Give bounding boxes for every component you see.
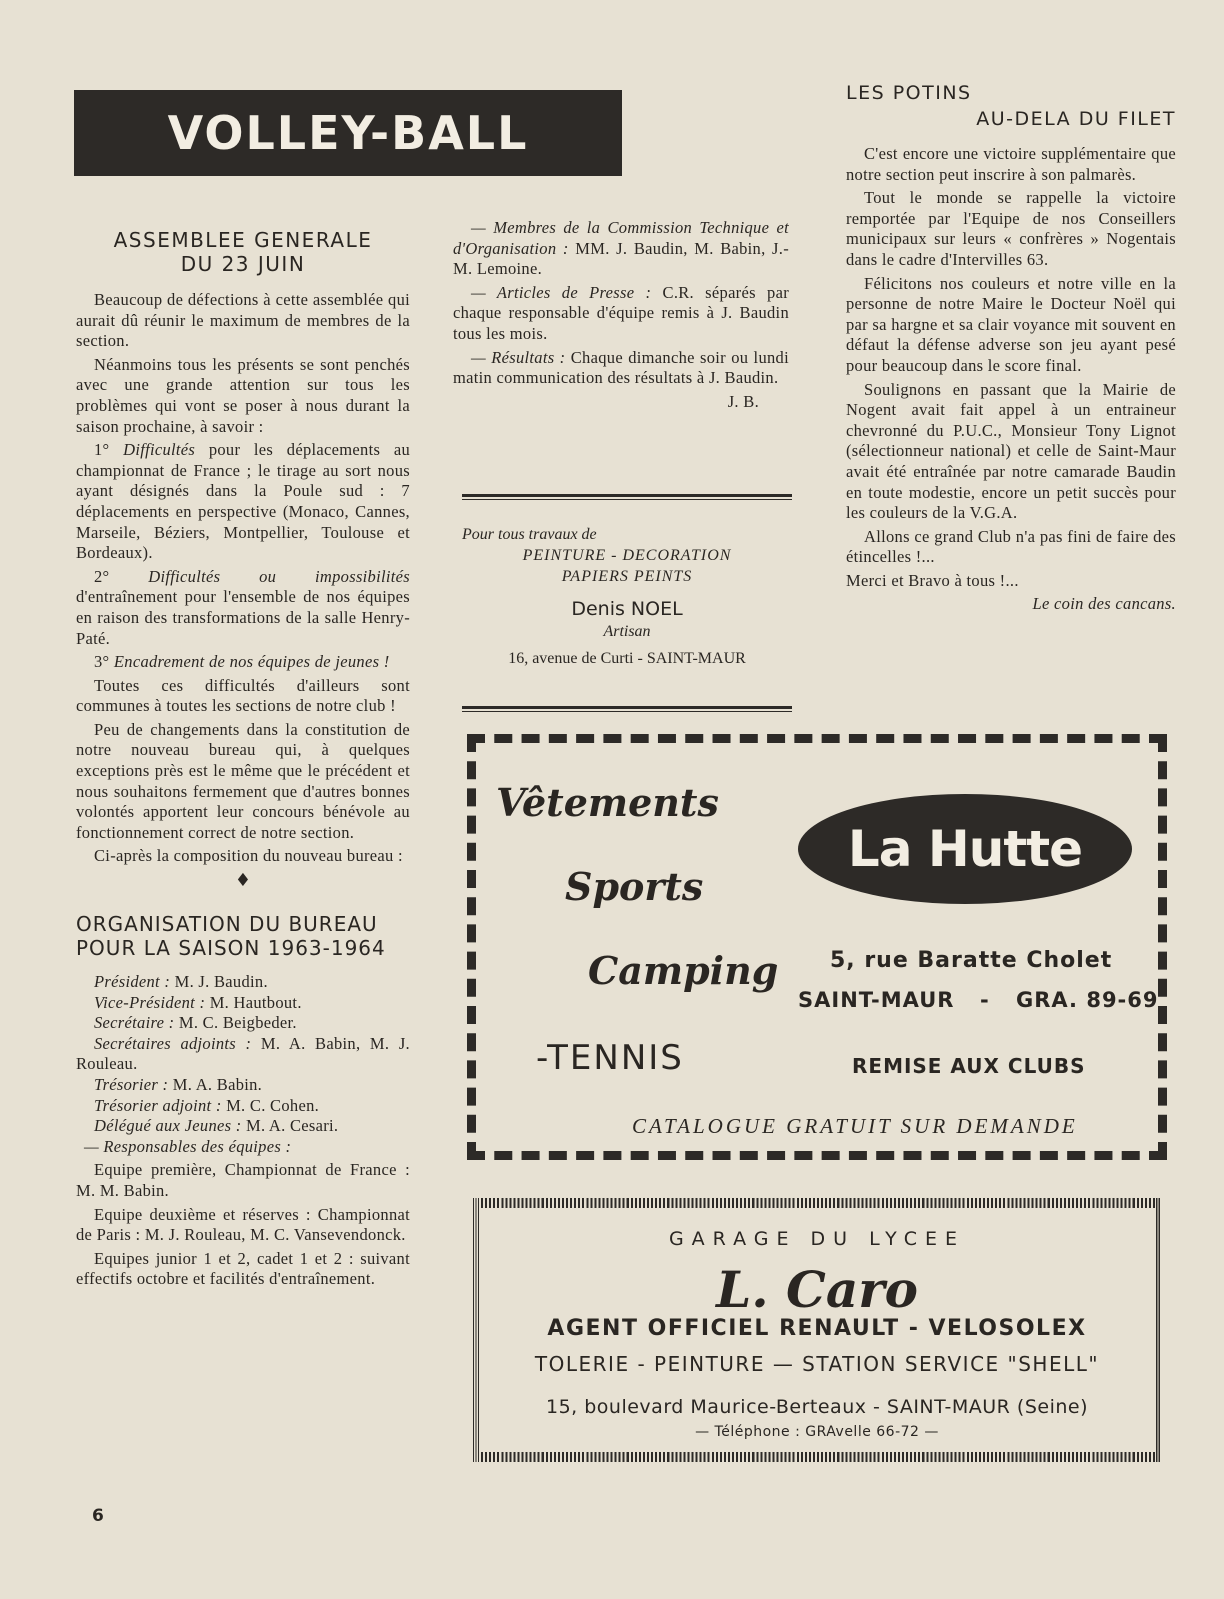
role-name: M. A. Babin. xyxy=(172,1075,263,1094)
ad-remise: REMISE AUX CLUBS xyxy=(852,1054,1086,1078)
paragraph xyxy=(453,283,789,345)
column-middle xyxy=(453,218,789,415)
heading-organisation xyxy=(76,912,410,960)
text: C.R. séparés par chaque responsable d'équipe remis à J. Baudin tous les mois. xyxy=(453,282,789,343)
paragraph: Peu de changements dans la constitution de notre nouveau bureau qui, à quelques exceptions près est le même que le précédent et nous souhaitons fermement que d'autres bonnes volontés apportent leur concours bénévole au fonctionnement correct de notre section. xyxy=(76,719,410,842)
bureau-role xyxy=(76,1075,410,1096)
list-number: 3° xyxy=(94,652,110,672)
divider xyxy=(462,706,792,712)
paragraph: Toutes ces difficultés d'ailleurs sont communes à toutes les sections de notre club ! xyxy=(76,675,410,716)
list-item xyxy=(76,440,410,564)
emphasis: Encadrement de nos équipes de jeunes ! xyxy=(113,652,390,672)
garage-agent: AGENT OFFICIEL RENAULT - VELOSOLEX xyxy=(547,1316,1087,1341)
diamond-separator: ♦ xyxy=(234,870,252,892)
section-banner: VOLLEY-BALL xyxy=(74,90,622,176)
paragraph: Allons ce grand Club n'a pas fini de faire des étincelles !... xyxy=(846,526,1176,567)
role-title: Secrétaire : xyxy=(94,1013,175,1033)
heading-potins-1: LES POTINS xyxy=(846,82,972,104)
page-number: 6 xyxy=(92,1506,104,1526)
ad-word-tennis: -TENNIS xyxy=(536,1038,684,1078)
emphasis: — Membres de la Commission Technique et d'Organisation : xyxy=(453,218,789,258)
list-number: 1° xyxy=(94,440,110,460)
bureau-role xyxy=(76,1013,410,1034)
ad-address: 5, rue Baratte Cholet xyxy=(830,948,1113,973)
emphasis: — Résultats : xyxy=(471,347,566,367)
garage-name: L. Caro xyxy=(716,1260,918,1319)
heading-line: ASSEMBLEE GENERALE xyxy=(113,228,373,252)
ad-phone: GRA. 89-69 xyxy=(1016,988,1159,1012)
logo-text: La Hutte xyxy=(847,820,1083,878)
bureau-role xyxy=(76,972,410,993)
paragraph xyxy=(453,218,789,280)
bureau-role xyxy=(76,993,410,1014)
paragraph: Merci et Bravo à tous !... xyxy=(846,570,1019,590)
paragraph: Beaucoup de défections à cette assemblée qui aurait dû réunir le maximum de membres de la section. xyxy=(76,290,410,351)
emphasis: Difficultés ou impossibilités xyxy=(148,566,410,586)
ad-line: PEINTURE - DECORATION xyxy=(522,547,732,564)
role-name: M. J. Baudin. xyxy=(174,972,268,992)
emphasis: — Articles de Presse : xyxy=(471,282,652,302)
ad-name: Denis NOEL xyxy=(571,598,683,620)
role-title: Président : xyxy=(94,972,171,992)
divider xyxy=(462,494,792,500)
text: MM. J. Baudin, M. Babin, J.-M. Lemoine. xyxy=(453,238,790,279)
role-name: M. C. Cohen. xyxy=(226,1095,320,1115)
ad-word-vetements: Vêtements xyxy=(496,780,719,825)
heading-potins-2: AU-DELA DU FILET xyxy=(976,108,1176,130)
role-name: M. A. Babin, M. J. Rouleau. xyxy=(76,1033,410,1074)
signoff: Le coin des cancans. xyxy=(1032,594,1176,614)
heading-line: POUR LA SAISON 1963-1964 xyxy=(76,936,386,961)
list-text: d'entraînement pour l'ensemble de nos équipes en raison des transformations de la salle Henry-Paté. xyxy=(76,587,410,648)
role-title: Délégué aux Jeunes : xyxy=(94,1116,242,1136)
heading-line: DU 23 JUIN xyxy=(180,252,306,276)
column-left xyxy=(76,228,410,1293)
text: Chaque dimanche soir ou lundi matin communication des résultats à J. Baudin. xyxy=(453,347,789,388)
paragraph: Néanmoins tous les présents se sont penchés avec une grande attention sur tous les problèmes qui vont se poser à nous durant la saison prochaine, à savoir : xyxy=(76,354,410,436)
role-title: Vice-Président : xyxy=(94,992,206,1012)
paragraph xyxy=(453,348,789,389)
role-name: M. A. Cesari. xyxy=(246,1116,339,1136)
role-name: M. C. Beigbeder. xyxy=(178,1013,297,1033)
ad-line: PAPIERS PEINTS xyxy=(561,568,693,585)
paragraph: Tout le monde se rappelle la victoire remportée par l'Equipe de nos Conseillers municipaux sur leurs « confrères » Nogentais dans le cadre d'Intervilles 63. xyxy=(846,188,1176,269)
paragraph: Equipes junior 1 et 2, cadet 1 et 2 : suivant effectifs octobre et facilités d'entraînement. xyxy=(76,1248,410,1289)
paragraph: Equipe première, Championnat de France : M. M. Babin. xyxy=(76,1160,410,1200)
paragraph: Félicitons nos couleurs et notre ville en la personne de notre Maire le Docteur Noël qui par sa hargne et sa clair voyance mit souvent en défaut la défense adverse son jeu ayant pesé pour beaucoup dans le score final. xyxy=(846,273,1176,375)
list-number: 2° xyxy=(94,566,110,586)
bureau-role xyxy=(76,1096,410,1117)
garage-address: 15, boulevard Maurice-Berteaux - SAINT-MAUR (Seine) xyxy=(545,1396,1088,1418)
role-name: M. Hautbout. xyxy=(209,992,302,1012)
ad-city: SAINT-MAUR xyxy=(798,988,955,1012)
ad-title: Artisan xyxy=(603,623,651,640)
paragraph: C'est encore une victoire supplémentaire que notre section peut inscrire à son palmarès. xyxy=(846,144,1176,184)
bureau-role xyxy=(76,1034,410,1075)
role-title: Trésorier : xyxy=(94,1075,169,1094)
bureau-role xyxy=(76,1116,410,1137)
column-right xyxy=(846,80,1176,618)
garage-title: GARAGE DU LYCEE xyxy=(668,1228,966,1250)
emphasis: — Responsables des équipes : xyxy=(84,1136,292,1156)
paragraph: Soulignons en passant que la Mairie de Nogent avait fait appel à un entraineur chevronné du P.U.C., Monsieur Tony Lignot (sélectionneur national) et celle de Saint-Maur avait été entraînée par notre camarade Baudin en toute modestie, encore un petit succès pour les couleurs de la V.G.A. xyxy=(846,379,1176,523)
list-item xyxy=(76,567,410,649)
paragraph: Equipe deuxième et réserves : Championnat de Paris : M. J. Rouleau, M. C. Vansevendonck. xyxy=(76,1204,410,1245)
role-title: Trésorier adjoint : xyxy=(94,1095,222,1115)
la-hutte-logo xyxy=(798,794,1132,904)
list-item xyxy=(76,652,410,673)
garage-phone: — Téléphone : GRAvelle 66-72 — xyxy=(695,1424,939,1440)
responsables-label xyxy=(76,1137,410,1158)
ad-word-camping: Camping xyxy=(588,948,779,993)
role-title: Secrétaires adjoints : xyxy=(94,1033,252,1053)
ad-catalogue: CATALOGUE GRATUIT SUR DEMANDE xyxy=(632,1114,1078,1138)
list-text: pour les déplacements au championnat de France ; le tirage au sort nous ayant désignés dans la Poule sud : 7 déplacements en perspective (Monaco, Cannes, Marseile, Béziers, Montpellier, Toulouse et Bordeaux). xyxy=(76,440,410,563)
heading-line: ORGANISATION DU BUREAU xyxy=(76,912,378,937)
ad-word-sports: Sports xyxy=(565,864,704,909)
ad-address: 16, avenue de Curti - SAINT-MAUR xyxy=(508,650,746,667)
garage-services: TOLERIE - PEINTURE — STATION SERVICE "SHELL" xyxy=(534,1352,1100,1376)
signature: J. B. xyxy=(727,391,759,411)
emphasis: Difficultés xyxy=(123,440,196,460)
ad-dash: - xyxy=(980,988,989,1012)
paragraph: Ci-après la composition du nouveau bureau : xyxy=(94,846,403,866)
ad-peinture xyxy=(462,524,792,669)
heading-assemblee xyxy=(76,228,410,276)
roles-list xyxy=(76,972,410,1137)
ad-line: Pour tous travaux de xyxy=(462,526,597,543)
